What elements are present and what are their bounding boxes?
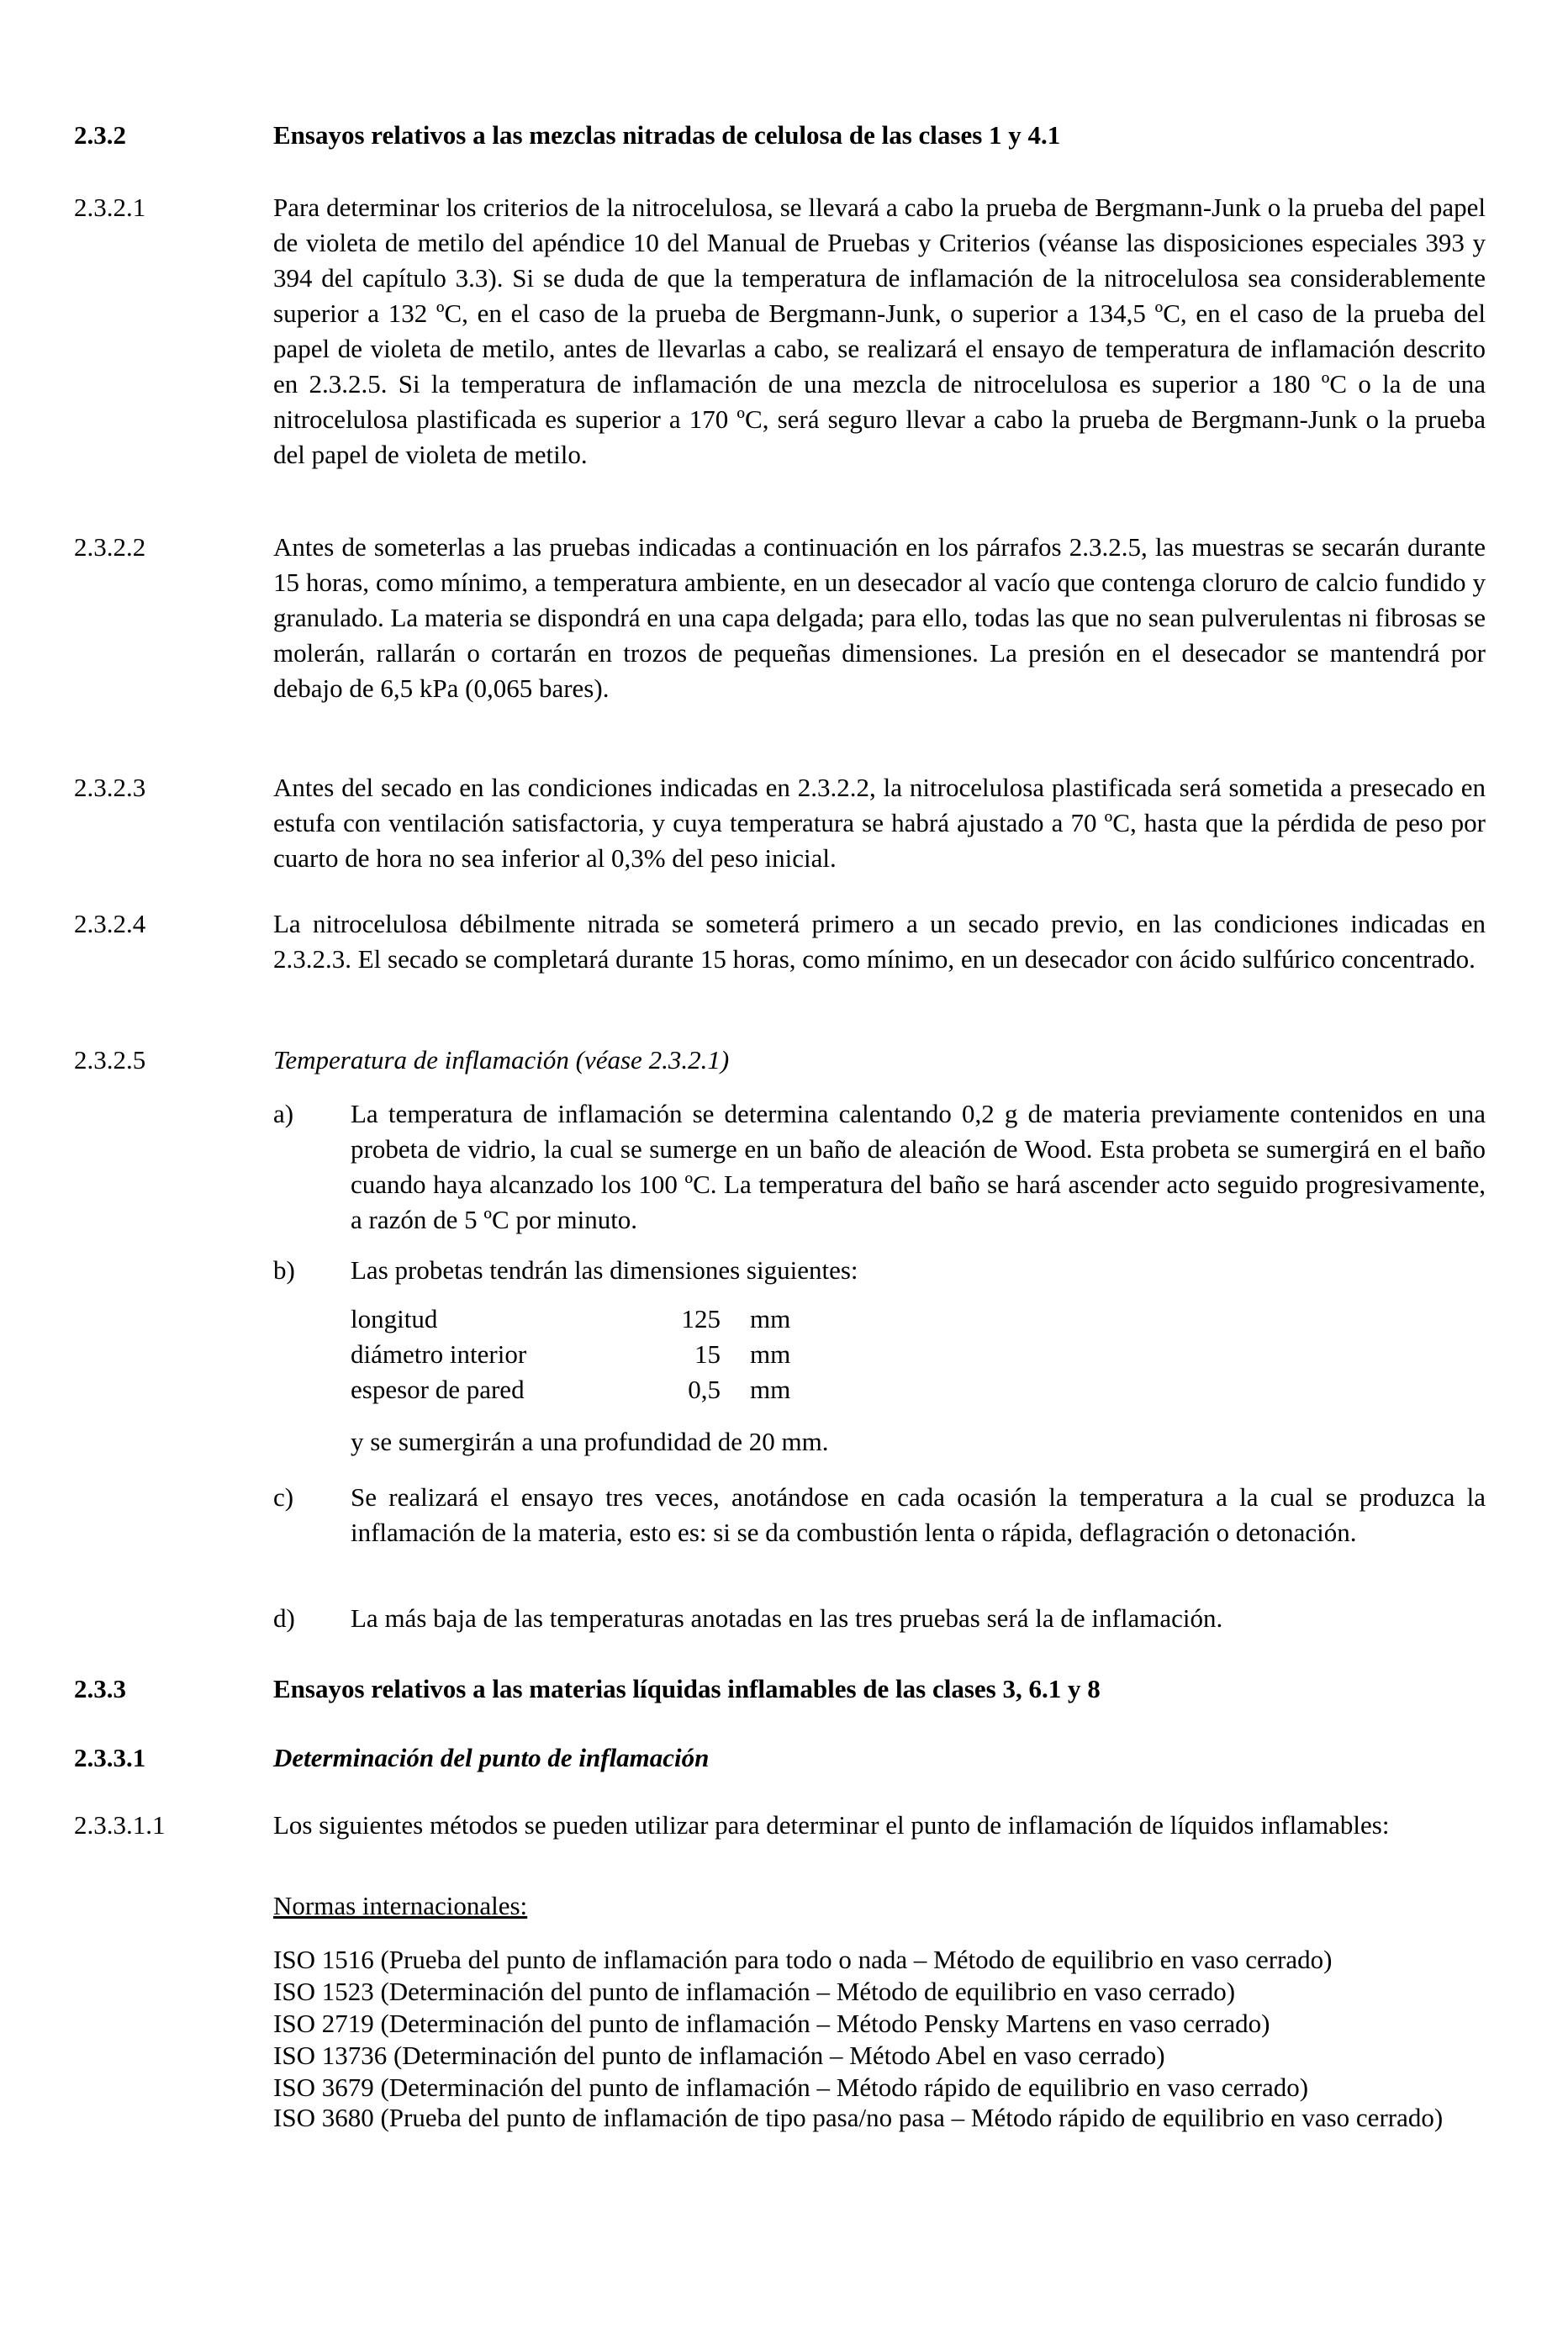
norms-heading: Normas internacionales:: [273, 1891, 528, 1920]
dimension-name: longitud: [351, 1304, 438, 1333]
dimension-row: [351, 1372, 939, 1407]
list-item-text: Se realizará el ensayo tres veces, anotándose en cada ocasión la temperatura a la cual se produzca la inflamación de la materia, esto es: si se da combustión lenta o rápida, deflagración o detonación.: [351, 1482, 1486, 1547]
paragraph-title: Temperatura de inflamación (véase 2.3.2.1): [273, 1045, 730, 1075]
paragraph-number: 2.3.3.1.1: [74, 1810, 166, 1840]
norm-item: ISO 2719 (Determinación del punto de inflamación – Método Pensky Martens en vaso cerrado): [273, 2009, 1270, 2038]
section-number: 2.3.3.1: [74, 1743, 146, 1772]
paragraph-text: Antes del secado en las condiciones indicadas en 2.3.2.2, la nitrocelulosa plastificada será sometida a presecado en estufa con ventilación satisfactoria, y cuya temperatura se habrá ajustado a 70 ºC, hasta que la pérdida de peso por cuarto de hora no sea inferior al 0,3% del peso inicial.: [273, 773, 1486, 873]
dimension-name: espesor de pared: [351, 1375, 525, 1404]
paragraph-text: Antes de someterlas a las pruebas indicadas a continuación en los párrafos 2.3.2.5, las muestras se secarán durante 15 horas, como mínimo, a temperatura ambiente, en un desecador al vacío que contenga cloruro de calcio fundido y granulado. La materia se dispondrá en una capa delgada; para ello, todas las que no sean pulverulentas ni fibrosas se molerán, rallarán o cortarán en trozos de pequeñas dimensiones. La presión en el desecador se mantendrá por debajo de 6,5 kPa (0,065 bares).: [273, 532, 1486, 703]
norm-item: ISO 13736 (Determinación del punto de inflamación – Método Abel en vaso cerrado): [273, 2041, 1165, 2070]
list-item-text: Las probetas tendrán las dimensiones siguientes:: [351, 1255, 858, 1285]
dimension-value: 0,5: [688, 1375, 721, 1404]
list-item-label: a): [273, 1099, 294, 1128]
dimension-row: [351, 1302, 939, 1337]
list-item-text: La temperatura de inflamación se determina calentando 0,2 g de materia previamente contenidos en una probeta de vidrio, la cual se sumerge en un baño de aleación de Wood. Esta probeta se sumergirá en el baño cuando haya alcanzado los 100 ºC. La temperatura del baño se hará ascender acto seguido progresivamente, a razón de 5 ºC por minuto.: [351, 1099, 1486, 1234]
dimension-value: 15: [694, 1339, 721, 1369]
paragraph-number: 2.3.2.1: [74, 193, 146, 222]
section-title: Ensayos relativos a las materias líquidas inflamables de las clases 3, 6.1 y 8: [273, 1674, 1101, 1703]
section-number: 2.3.3: [74, 1674, 126, 1703]
norm-item: ISO 3680 (Prueba del punto de inflamación de tipo pasa/no pasa – Método rápido de equilibrio en vaso cerrado): [273, 2103, 1444, 2132]
list-item-label: c): [273, 1482, 294, 1512]
section-title: Determinación del punto de inflamación: [273, 1743, 710, 1772]
norm-item: ISO 1516 (Prueba del punto de inflamación para todo o nada – Método de equilibrio en vaso cerrado): [273, 1945, 1333, 1974]
paragraph-number: 2.3.2.3: [74, 773, 146, 802]
dimension-unit: mm: [750, 1339, 791, 1369]
paragraph-text: Para determinar los criterios de la nitrocelulosa, se llevará a cabo la prueba de Bergmann-Junk o la prueba del papel de violeta de metilo del apéndice 10 del Manual de Pruebas y Criterios (véanse las disposiciones especiales 393 y 394 del capítulo 3.3). Si se duda de que la temperatura de inflamación de la nitrocelulosa sea considerablemente superior a 132 ºC, en el caso de la prueba de Bergmann-Junk, o superior a 134,5 ºC, en el caso de la prueba del papel de violeta de metilo, antes de llevarlas a cabo, se realizará el ensayo de temperatura de inflamación descrito en 2.3.2.5. Si la temperatura de inflamación de una mezcla de nitrocelulosa es superior a 180 ºC o la de una nitrocelulosa plastificada es superior a 170 ºC, será seguro llevar a cabo la prueba de Bergmann-Junk o la prueba del papel de violeta de metilo.: [273, 193, 1486, 469]
list-item-text: y se sumergirán a una profundidad de 20 mm.: [351, 1427, 829, 1456]
list-item-label: b): [273, 1255, 295, 1285]
section-title: Ensayos relativos a las mezclas nitradas de celulosa de las clases 1 y 4.1: [273, 120, 1061, 150]
dimension-unit: mm: [750, 1304, 791, 1333]
norm-item: ISO 3679 (Determinación del punto de inflamación – Método rápido de equilibrio en vaso cerrado): [273, 2073, 1309, 2102]
paragraph-number: 2.3.2.4: [74, 909, 146, 938]
paragraph-text: La nitrocelulosa débilmente nitrada se someterá primero a un secado previo, en las condiciones indicadas en 2.3.2.3. El secado se completará durante 15 horas, como mínimo, en un desecador con ácido sulfúrico concentrado.: [273, 909, 1486, 974]
dimension-unit: mm: [750, 1375, 791, 1404]
list-item-text: La más baja de las temperaturas anotadas en las tres pruebas será la de inflamación.: [351, 1603, 1223, 1633]
dimension-name: diámetro interior: [351, 1339, 527, 1369]
section-number: 2.3.2: [74, 120, 126, 150]
norm-item: ISO 1523 (Determinación del punto de inflamación – Método de equilibrio en vaso cerrado): [273, 1977, 1236, 2006]
paragraph-number: 2.3.2.2: [74, 532, 146, 562]
list-item-label: d): [273, 1603, 295, 1633]
paragraph-text: Los siguientes métodos se pueden utilizar para determinar el punto de inflamación de líquidos inflamables:: [273, 1810, 1390, 1840]
paragraph-number: 2.3.2.5: [74, 1045, 146, 1075]
dimension-row: [351, 1337, 939, 1372]
dimension-value: 125: [681, 1304, 721, 1333]
